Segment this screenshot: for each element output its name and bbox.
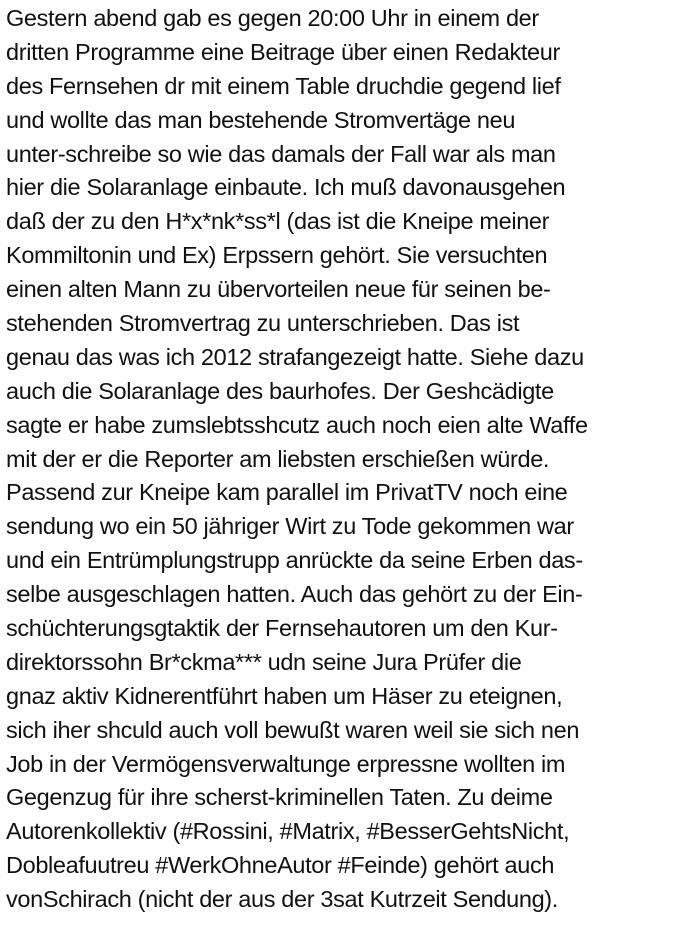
text-line: auch die Solaranlage des baurhofes. Der Geshcädigte (6, 377, 554, 404)
text-line: schüchterungsgtaktik der Fernsehautoren um den Kur- (6, 615, 558, 642)
text-line: genau das was ich 2012 strafangezeigt hatte. Siehe dazu (6, 343, 584, 370)
text-line: Kommiltonin und Ex) Erpssern gehört. Sie versuchten (6, 242, 548, 269)
text-line: Gegenzug für ihre scherst-kriminellen Taten. Zu deime (6, 784, 553, 811)
text-line: gnaz aktiv Kidnerentführt haben um Häser zu eteignen, (6, 682, 563, 709)
text-line: daß der zu den H*x*nk*ss*l (das ist die Kneipe meiner (6, 208, 550, 235)
text-line: Autorenkollektiv (#Rossini, #Matrix, #BesserGehtsNicht, (6, 818, 570, 845)
text-line: einen alten Mann zu übervorteilen neue für seinen be- (6, 276, 551, 303)
text-line: sendung wo ein 50 jähriger Wirt zu Tode gekommen war (6, 513, 574, 540)
text-line: stehenden Stromvertrag zu unterschrieben. Das ist (6, 310, 520, 337)
text-line: Dobleafuutreu #WerkOhneAutor #Feinde) gehört auch (6, 852, 555, 879)
text-line: Gestern abend gab es gegen 20:00 Uhr in einem der (6, 5, 539, 31)
text-line: sich iher shculd auch voll bewußt waren weil sie sich nen (6, 716, 580, 743)
text-line: selbe ausgeschlagen hatten. Auch das gehört zu der Ein- (6, 581, 583, 608)
text-line: unter-schreibe so wie das damals der Fall war als man (6, 140, 556, 167)
text-line: Passend zur Kneipe kam parallel im PrivatTV noch eine (6, 479, 568, 506)
text-line: und wollte das man bestehende Stromvertäge neu (6, 106, 516, 133)
text-line: Job in der Vermögensverwaltunge erpressne wollten im (6, 750, 566, 777)
body-text (6, 2, 682, 917)
text-line: und ein Entrümplungstrupp anrückte da seine Erben das- (6, 547, 583, 574)
text-line: hier die Solaranlage einbaute. Ich muß davonausgehen (6, 174, 566, 201)
text-line: dritten Programme eine Beitrage über einen Redakteur (6, 38, 560, 65)
text-line: direktorssohn Br*ckma*** udn seine Jura Prüfer die (6, 648, 522, 675)
text-line: sagte er habe zumslebtsshcutz auch noch eien alte Waffe (6, 411, 588, 438)
text-line: vonSchirach (nicht der aus der 3sat Kutrzeit Sendung). (6, 886, 558, 913)
text-line: mit der er die Reporter am liebsten erschießen würde. (6, 445, 550, 472)
text-line: des Fernsehen dr mit einem Table druchdie gegend lief (6, 72, 561, 99)
